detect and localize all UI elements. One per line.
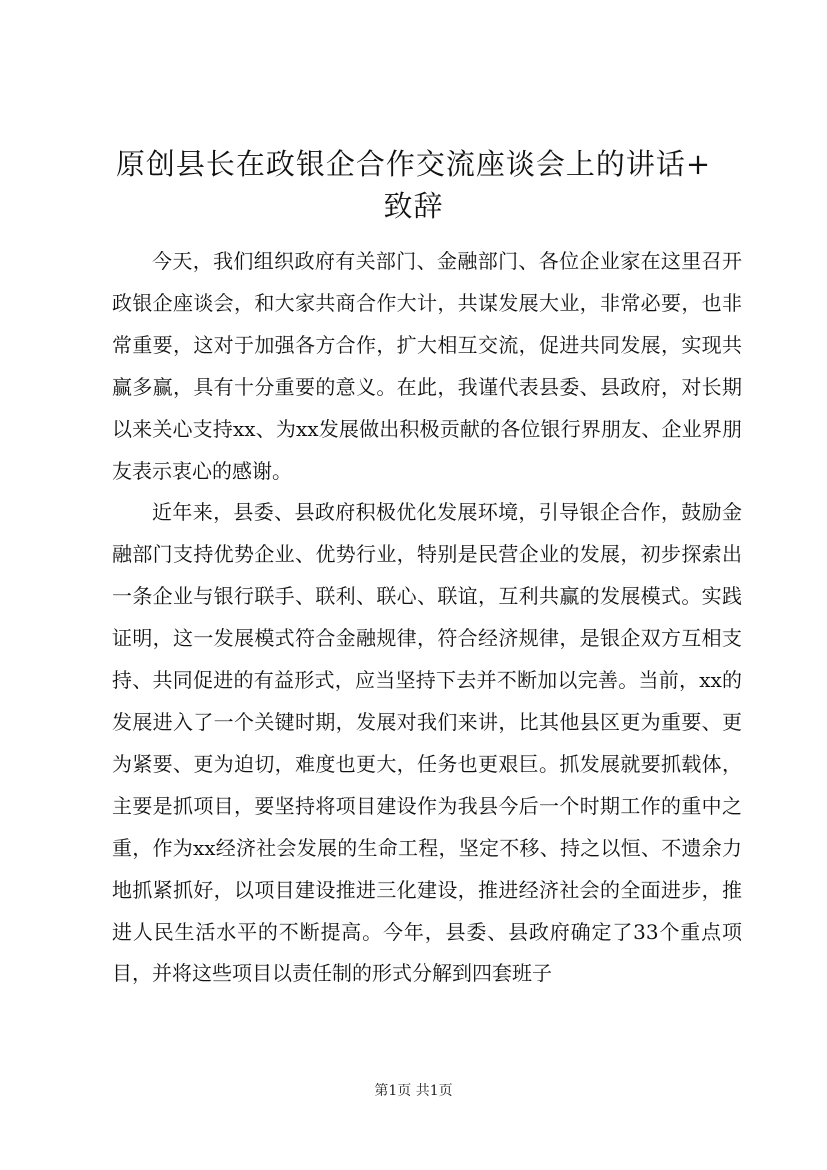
document-body xyxy=(112,241,742,995)
title-line-2: 致辞 xyxy=(383,189,444,223)
paragraph: 近年来，县委、县政府积极优化发展环境，引导银企合作，鼓励金融部门支持优势企业、优势行业，特别是民营企业的发展，初步探索出一条企业与银行联手、联利、联心、联谊，互利共赢的发展模式。实践证明，这一发展模式符合金融规律，符合经济规律，是银企双方互相支持、共同促进的有益形式，应当坚持下去并不断加以完善。当前，xx的发展进入了一个关键时期，发展对我们来讲，比其他县区更为重要、更为紧要、更为迫切，难度也更大，任务也更艰巨。抓发展就要抓载体，主要是抓项目，要坚持将项目建设作为我县今后一个时期工作的重中之重，作为xx经济社会发展的生命工程，坚定不移、持之以恒、不遗余力地抓紧抓好，以项目建设推进三化建设，推进经济社会的全面进步，推进人民生活水平的不断提高。今年，县委、县政府确定了33个重点项目，并将这些项目以责任制的形式分解到四套班子 xyxy=(112,500,742,986)
paragraph: 今天，我们组织政府有关部门、金融部门、各位企业家在这里召开政银企座谈会，和大家共商合作大计，共谋发展大业，非常必要，也非常重要，这对于加强各方合作，扩大相互交流，促进共同发展，实现共赢多赢，具有十分重要的意义。在此，我谨代表县委、县政府，对长期以来关心支持xx、为xx发展做出积极贡献的各位银行界朋友、企业界朋友表示衷心的感谢。 xyxy=(112,249,742,483)
page-number-footer: 第1页 共1页 xyxy=(374,1083,453,1099)
title-line-1: 原创县长在政银企合作交流座谈会上的讲话+ xyxy=(115,147,712,181)
document-title xyxy=(80,143,747,227)
